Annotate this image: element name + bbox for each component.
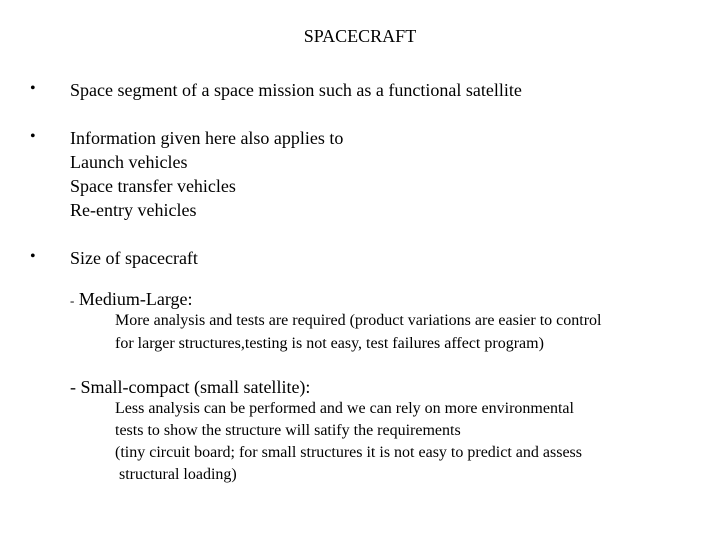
bullet-glyph: • [30,128,36,145]
small-compact-line-3: (tiny circuit board; for small structures it is not easy to predict and assess [115,444,582,461]
small-compact-line-2: tests to show the structure will satify the requirements [115,422,461,439]
medium-large-line-1: More analysis and tests are required (product variations are easier to control [115,312,602,329]
sub-item-launch-vehicles: Launch vehicles [70,152,188,172]
bullet-text: Size of spacecraft [70,248,198,268]
bullet-text: Space segment of a space mission such as a functional satellite [70,80,522,100]
bullet-glyph: • [30,80,36,97]
dash-marker: - [70,293,75,308]
slide-title: SPACECRAFT [303,26,417,46]
sub-item-reentry-vehicles: Re-entry vehicles [70,200,197,220]
medium-large-line-2: for larger structures,testing is not easy, test failures affect program) [115,335,544,352]
bullet-glyph: • [30,248,36,265]
bullet-text: Information given here also applies to [70,128,344,148]
small-compact-line-4: structural loading) [115,466,237,483]
small-compact-label: - Small-compact (small satellite): [70,377,311,397]
sub-item-space-transfer-vehicles: Space transfer vehicles [70,176,236,196]
medium-large-label: Medium-Large: [78,289,193,309]
small-compact-line-1: Less analysis can be performed and we can rely on more environmental [115,400,574,417]
